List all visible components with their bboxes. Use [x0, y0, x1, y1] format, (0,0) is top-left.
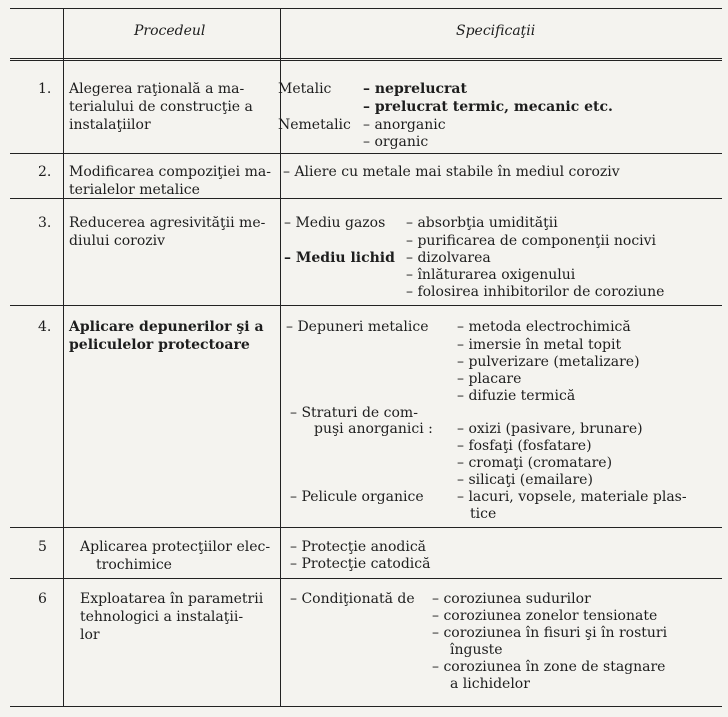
spec-item: – pulverizare (metalizare) [457, 354, 640, 370]
procedure-text: Reducerea agresivităţii me- diului coroziv [69, 215, 266, 249]
spec-item: – purificarea de componenţii nocivi [406, 233, 657, 249]
table-bottom-border [10, 706, 722, 707]
spec-item: – organic [363, 134, 429, 150]
spec-item: – folosirea inhibitorilor de coroziune [406, 284, 665, 300]
procedure-text: Aplicare depunerilor şi a peliculelor protectoare [69, 319, 264, 353]
spec-item: înguste [450, 642, 503, 658]
spec-item: – metoda electrochimică [457, 319, 631, 335]
row-number: 4. [38, 319, 52, 335]
procedure-text: Modificarea compoziţiei ma- terialelor metalice [69, 164, 271, 198]
procedure-text: Exploatarea în parametrii tehnologici a instalaţii- lor [80, 591, 264, 643]
row-divider [10, 578, 722, 579]
spec-item: – oxizi (pasivare, brunare) [457, 421, 643, 437]
spec-item: – imersie în metal topit [457, 337, 622, 353]
spec-item: – înlăturarea oxigenului [406, 267, 576, 283]
spec-line: – Protecţie anodică [290, 539, 427, 555]
row-number: 5 [38, 539, 47, 555]
row-divider [10, 153, 722, 154]
spec-label: Nemetalic [278, 117, 351, 133]
spec-item: – cromaţi (cromatare) [457, 455, 613, 471]
spec-item: – placare [457, 371, 522, 387]
row-divider [10, 527, 722, 528]
header-specifications: Specificaţii [456, 23, 536, 39]
spec-item: – absorbţia umidităţii [406, 215, 558, 231]
spec-item: – prelucrat termic, mecanic etc. [363, 99, 613, 115]
spec-label: – Mediu lichid [284, 250, 395, 266]
spec-item: – anorganic [363, 117, 446, 133]
spec-item: – coroziunea în zone de stagnare [432, 659, 666, 675]
spec-item: tice [470, 506, 497, 522]
row-number: 2. [38, 164, 52, 180]
spec-item: – coroziunea sudurilor [432, 591, 591, 607]
spec-label: – Condiţionată de [290, 591, 415, 607]
spec-item: a lichidelor [450, 676, 530, 692]
spec-item: – dizolvarea [406, 250, 491, 266]
spec-label: – Pelicule organice [290, 489, 424, 505]
spec-label: – Mediu gazos [284, 215, 386, 231]
row-number: 6 [38, 591, 47, 607]
spec-item: – lacuri, vopsele, materiale plas- [457, 489, 687, 505]
row-divider [10, 305, 722, 306]
spec-label: Metalic [278, 81, 332, 97]
header-procedure: Procedeul [134, 23, 206, 39]
spec-line: – Aliere cu metale mai stabile în mediul coroziv [283, 164, 620, 180]
spec-item: – coroziunea în fisuri şi în rosturi [432, 625, 668, 641]
header-separator [10, 58, 722, 61]
spec-item: – neprelucrat [363, 81, 467, 97]
spec-label: – Straturi de com- [290, 405, 418, 421]
spec-label: puşi anorganici : [314, 421, 433, 437]
column-divider [280, 8, 281, 706]
spec-item: – fosfaţi (fosfatare) [457, 438, 592, 454]
row-number: 1. [38, 81, 52, 97]
spec-item: – silicaţi (emailare) [457, 472, 593, 488]
table-top-border [10, 8, 722, 9]
column-divider [63, 8, 64, 706]
spec-line: – Protecţie catodică [290, 556, 431, 572]
row-number: 3. [38, 215, 52, 231]
procedure-text: Alegerea raţională a ma- terialului de construcţie a instalaţiilor [69, 81, 253, 133]
spec-label: – Depuneri metalice [286, 319, 429, 335]
spec-item: – coroziunea zonelor tensionate [432, 608, 658, 624]
spec-item: – difuzie termică [457, 388, 576, 404]
procedure-text: Aplicarea protecţiilor elec- trochimice [80, 539, 271, 573]
